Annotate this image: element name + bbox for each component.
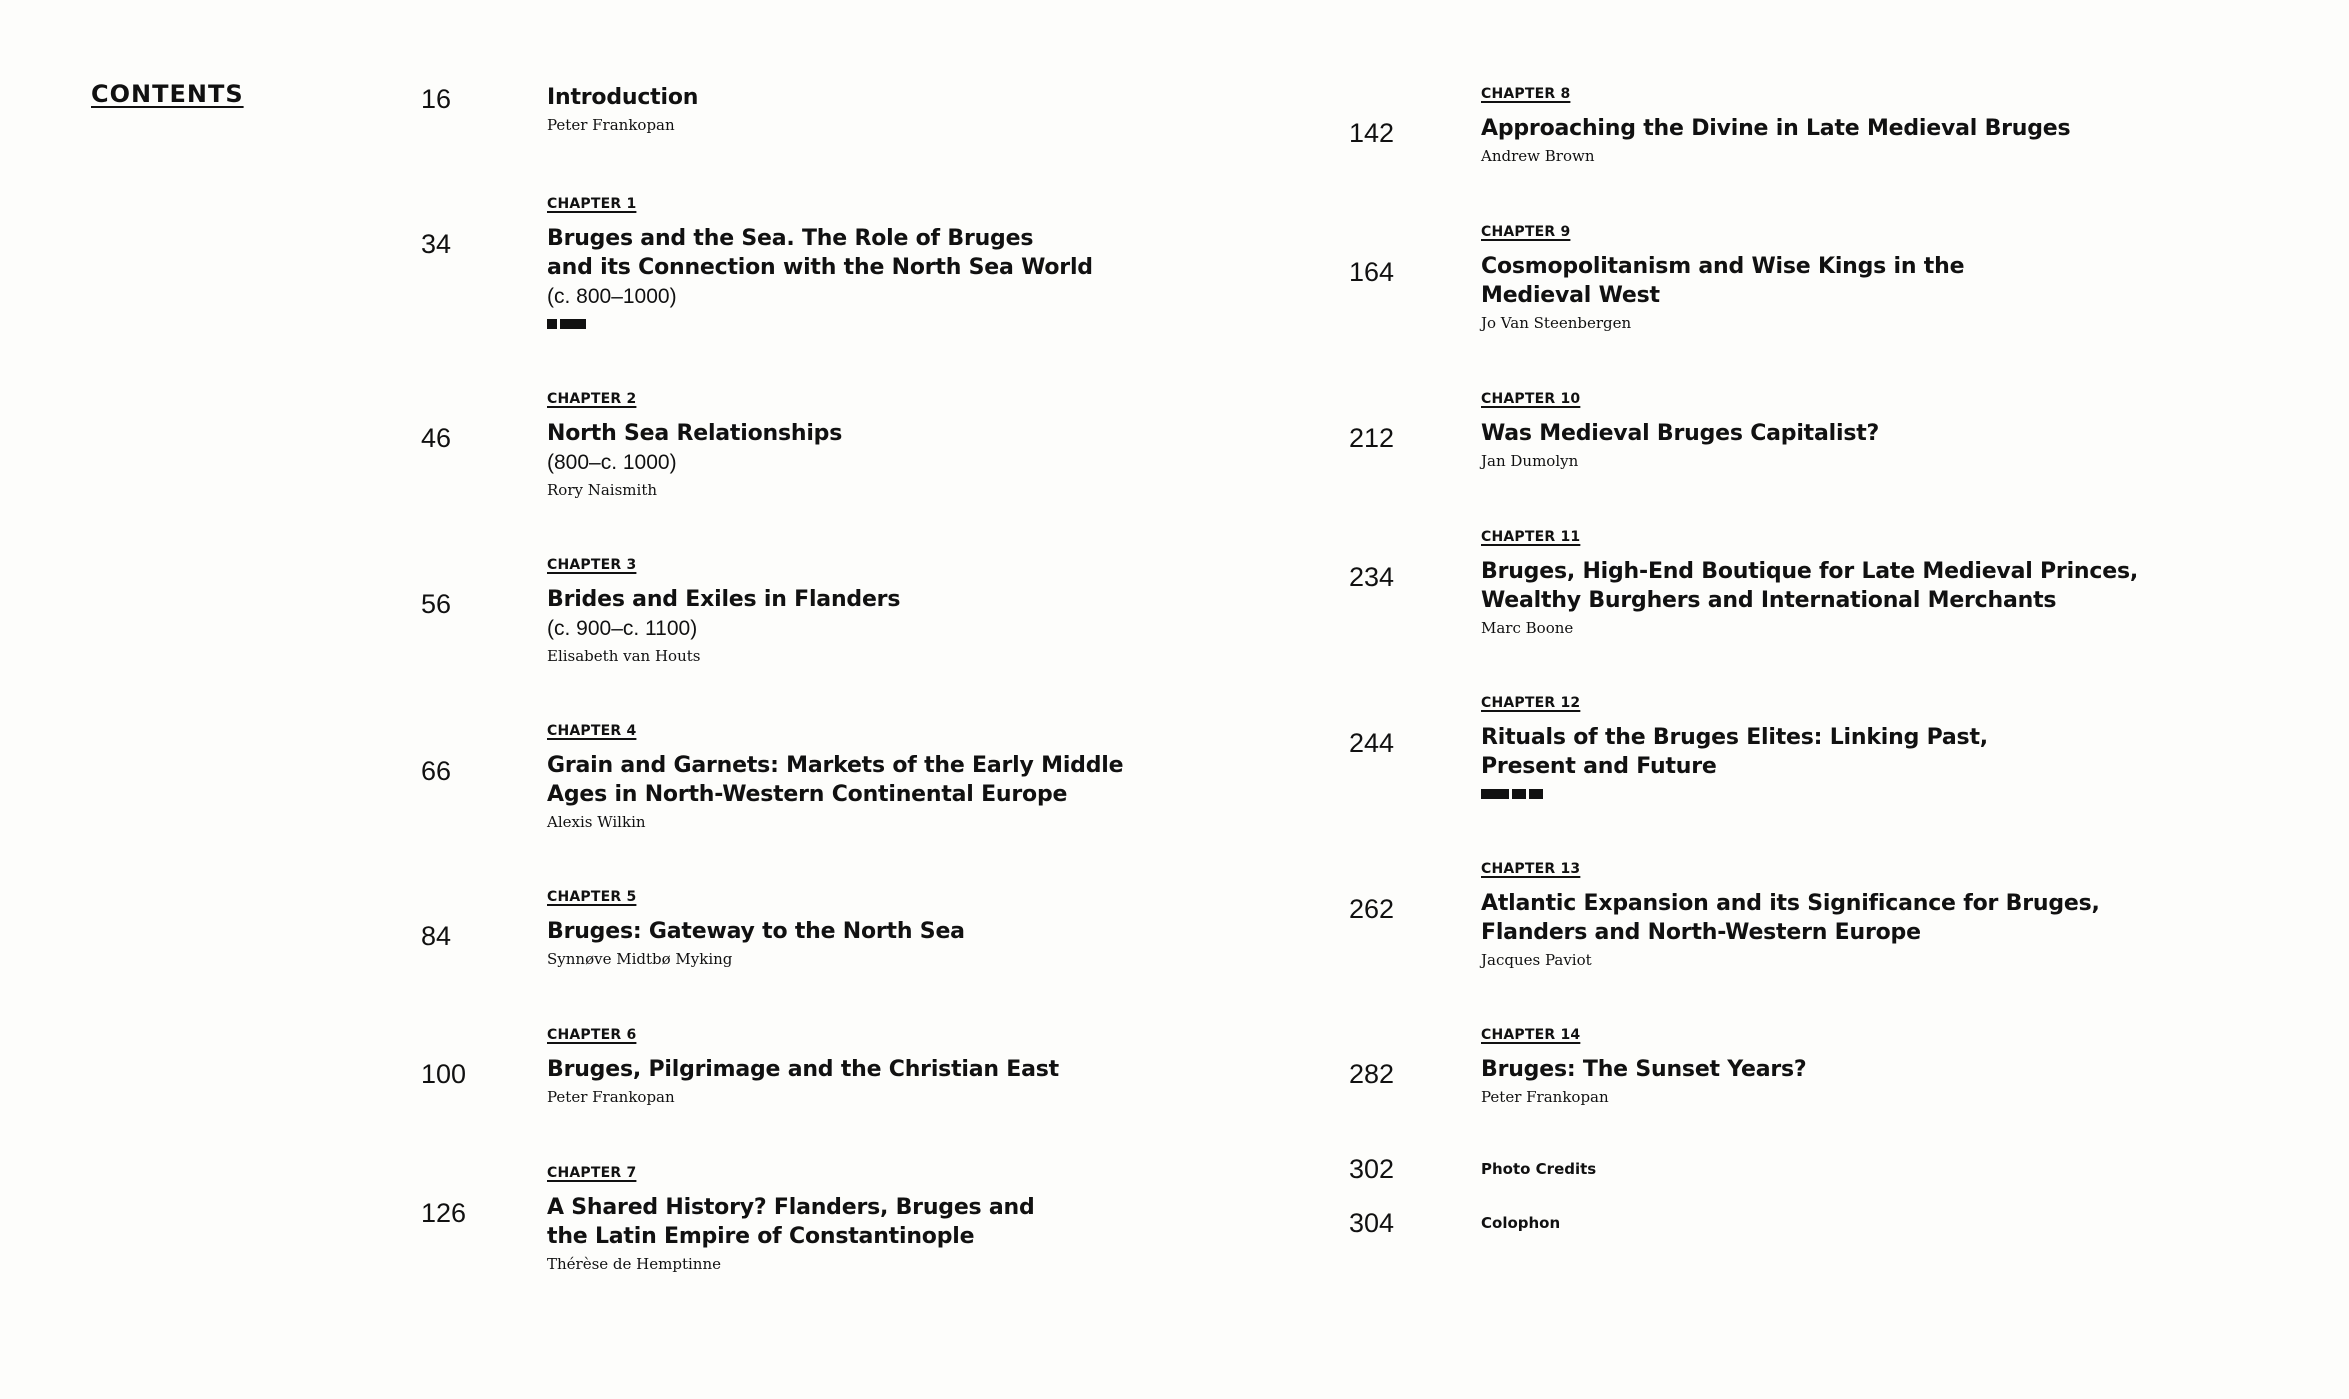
toc-entry[interactable] xyxy=(1481,391,1879,471)
toc-entry[interactable] xyxy=(1481,861,2100,970)
page-title: CONTENTS xyxy=(91,80,244,108)
toc-entry[interactable] xyxy=(547,889,965,969)
entry-date: (c. 900–c. 1100) xyxy=(547,617,698,640)
toc-entry[interactable] xyxy=(547,557,900,666)
page-number: 84 xyxy=(421,921,452,951)
page-number: 164 xyxy=(1349,257,1395,287)
chapter-label: CHAPTER 6 xyxy=(547,1027,637,1043)
entry-title: Bruges, High-End Boutique for Late Medieval Princes, xyxy=(1481,559,2139,584)
toc-entry[interactable] xyxy=(1481,529,2138,638)
chapter-label: CHAPTER 2 xyxy=(547,391,637,407)
entry-author: Peter Frankopan xyxy=(1481,1088,1609,1106)
entry-title: A Shared History? Flanders, Bruges and xyxy=(547,1195,1035,1220)
entry-author: Jo Van Steenbergen xyxy=(1481,314,1632,332)
entry-title: Approaching the Divine in Late Medieval Bruges xyxy=(1481,116,2071,141)
toc-entry[interactable] xyxy=(547,723,1123,832)
entry-title: the Latin Empire of Constantinople xyxy=(547,1224,975,1249)
entry-title: Bruges, Pilgrimage and the Christian East xyxy=(547,1057,1059,1082)
toc-entry[interactable] xyxy=(1481,1027,1807,1107)
page-number: 66 xyxy=(421,756,452,786)
toc-entry[interactable] xyxy=(1481,695,1988,799)
entry-author: Jacques Paviot xyxy=(1481,951,1592,969)
back-matter-title[interactable]: Photo Credits xyxy=(1481,1160,1597,1178)
toc-entry[interactable] xyxy=(547,391,842,500)
page-number: 46 xyxy=(421,423,452,453)
page-number: 262 xyxy=(1349,894,1395,924)
entry-title: Cosmopolitanism and Wise Kings in the xyxy=(1481,254,1965,279)
chapter-label: CHAPTER 13 xyxy=(1481,861,1581,877)
entry-title: Ages in North-Western Continental Europe xyxy=(547,782,1068,807)
chapter-label: CHAPTER 7 xyxy=(547,1165,637,1181)
entry-title: Was Medieval Bruges Capitalist? xyxy=(1481,421,1880,446)
toc-entry[interactable] xyxy=(547,83,698,135)
chapter-label: CHAPTER 4 xyxy=(547,723,637,739)
entry-title: Atlantic Expansion and its Significance for Bruges, xyxy=(1481,891,2100,916)
entry-title: Medieval West xyxy=(1481,283,1660,308)
page-number: 126 xyxy=(421,1198,467,1228)
toc-entry[interactable] xyxy=(547,1165,1035,1274)
page-number: 56 xyxy=(421,589,452,619)
page-number: 212 xyxy=(1349,423,1395,453)
toc-entry[interactable] xyxy=(1481,224,1964,333)
entry-date: (c. 800–1000) xyxy=(547,285,677,308)
chapter-label: CHAPTER 10 xyxy=(1481,391,1581,407)
chapter-label: CHAPTER 12 xyxy=(1481,695,1581,711)
chapter-label: CHAPTER 14 xyxy=(1481,1027,1581,1043)
page-number: 244 xyxy=(1349,728,1395,758)
entry-title: Introduction xyxy=(547,85,699,110)
toc-entry[interactable] xyxy=(547,196,1093,329)
page-number: 302 xyxy=(1349,1154,1395,1184)
entry-author: Elisabeth van Houts xyxy=(547,647,701,665)
entry-title: Bruges and the Sea. The Role of Bruges xyxy=(547,226,1034,251)
entry-author: Peter Frankopan xyxy=(547,1088,675,1106)
page-number: 16 xyxy=(421,84,452,114)
entry-author: Andrew Brown xyxy=(1481,147,1595,165)
author-marker xyxy=(1481,789,1988,799)
entry-title: Flanders and North-Western Europe xyxy=(1481,920,1921,945)
entry-title: Present and Future xyxy=(1481,754,1717,779)
entry-author: Alexis Wilkin xyxy=(547,813,646,831)
entry-title: North Sea Relationships xyxy=(547,421,843,446)
entry-author: Rory Naismith xyxy=(547,481,658,499)
author-marker xyxy=(547,319,1093,329)
entry-author: Marc Boone xyxy=(1481,619,1574,637)
entry-author: Thérèse de Hemptinne xyxy=(547,1255,721,1273)
page-number: 100 xyxy=(421,1059,467,1089)
chapter-label: CHAPTER 11 xyxy=(1481,529,1581,545)
entry-title: Grain and Garnets: Markets of the Early Middle xyxy=(547,753,1124,778)
entry-author: Synnøve Midtbø Myking xyxy=(547,950,733,968)
entry-title: Brides and Exiles in Flanders xyxy=(547,587,901,612)
toc-entry[interactable] xyxy=(547,1027,1059,1107)
page-number: 234 xyxy=(1349,562,1395,592)
page-number: 142 xyxy=(1349,118,1395,148)
page-number: 304 xyxy=(1349,1208,1395,1238)
entry-author: Peter Frankopan xyxy=(547,116,675,134)
chapter-label: CHAPTER 8 xyxy=(1481,86,1571,102)
chapter-label: CHAPTER 3 xyxy=(547,557,637,573)
chapter-label: CHAPTER 1 xyxy=(547,196,637,212)
entry-title: Wealthy Burghers and International Merchants xyxy=(1481,588,2057,613)
chapter-label: CHAPTER 5 xyxy=(547,889,637,905)
chapter-label: CHAPTER 9 xyxy=(1481,224,1571,240)
entry-date: (800–c. 1000) xyxy=(547,451,677,474)
entry-title: Bruges: Gateway to the North Sea xyxy=(547,919,965,944)
entry-title: Rituals of the Bruges Elites: Linking Past, xyxy=(1481,725,1988,750)
entry-author: Jan Dumolyn xyxy=(1481,452,1579,470)
back-matter-title[interactable]: Colophon xyxy=(1481,1214,1561,1232)
page-number: 34 xyxy=(421,229,452,259)
toc-entry[interactable] xyxy=(1481,86,2070,166)
entry-title: and its Connection with the North Sea World xyxy=(547,255,1093,280)
page-number: 282 xyxy=(1349,1059,1395,1089)
entry-title: Bruges: The Sunset Years? xyxy=(1481,1057,1807,1082)
